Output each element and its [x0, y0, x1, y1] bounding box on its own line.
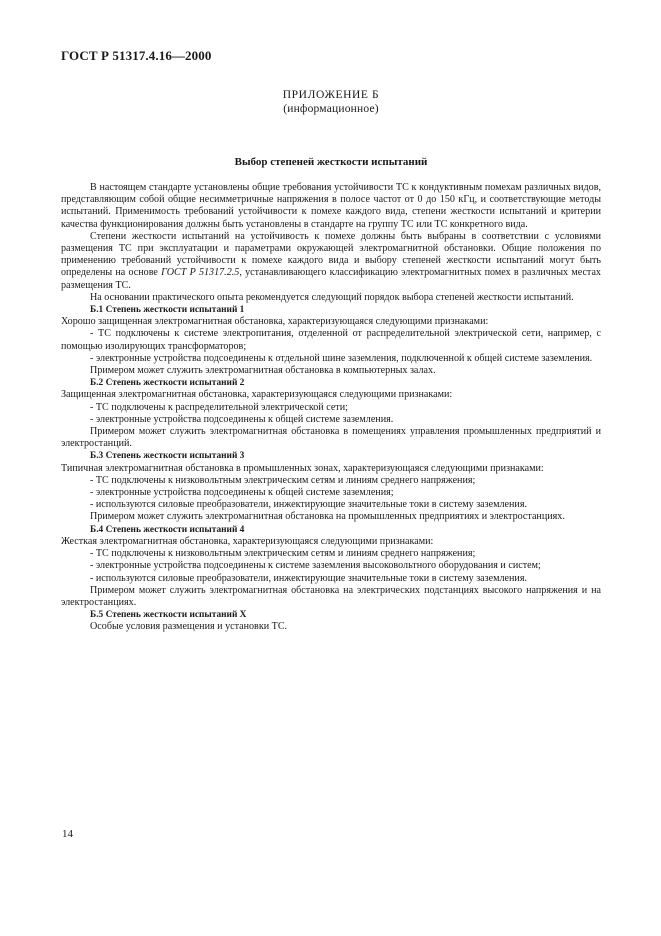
level-3-example: Примером может служить электромагнитная обстановка на промышленных предприятиях и электростанциях. [90, 511, 565, 523]
document-body [61, 182, 601, 634]
appendix-title: ПРИЛОЖЕНИЕ Б [282, 89, 380, 101]
level-2-item: - электронные устройства подсоединены к общей системе заземления. [90, 413, 394, 425]
level-2-example: Примером может служить электромагнитная обстановка в помещениях управления промышленных предприятий и электростанций. [61, 426, 601, 450]
level-1-example: Примером может служить электромагнитная обстановка в компьютерных залах. [90, 365, 436, 377]
intro-paragraph-3: На основании практического опыта рекомендуется следующий порядок выбора степеней жесткости испытаний. [90, 291, 574, 303]
appendix-subtitle: (информационное) [283, 103, 379, 115]
intro-paragraph-2-text-start: Степени жесткости испытаний на устойчивость к помехе должны быть выбраны в соответствии с условиями размещения ТС при эксплуатации и параметрами окружающей электромагнитной обстановки. Общие положения по применению требований устойчивости к помехе каждого вида и выбору степеней жесткости испытаний могут быть определены на основе [61, 230, 601, 279]
section-title: Выбор степеней жесткости испытаний [234, 156, 428, 168]
level-4-item: - ТС подключены к низковольтным электрическим сетям и линиям среднего напряжения; [90, 548, 476, 560]
level-x-heading: Б.5 Степень жесткости испытаний X [90, 610, 247, 621]
level-3-item: - ТС подключены к низковольтным электрическим сетям и линиям среднего напряжения; [90, 474, 476, 486]
level-1-item: - электронные устройства подсоединены к отдельной шине заземления, подключенной к общей системе заземления. [90, 352, 593, 364]
level-3-heading: Б.3 Степень жесткости испытаний 3 [90, 451, 245, 462]
level-1-item: - ТС подключены к системе электропитания, отделенной от распределительной электрической сети, например, с помощью изолирующих трансформаторов; [61, 328, 601, 352]
level-4-item: - электронные устройства подсоединены к системе заземления высоковольтного оборудования и систем; [90, 560, 541, 572]
level-4-heading: Б.4 Степень жесткости испытаний 4 [90, 524, 245, 535]
level-4-example: Примером может служить электромагнитная обстановка на электрических подстанциях высокого напряжения и на электростанциях. [61, 584, 601, 608]
level-3-item: - используются силовые преобразователи, инжектирующие значительные токи в систему заземления. [90, 499, 528, 511]
intro-paragraph-2-text-end: , устанавливающего классификацию электромагнитных помех в различных местах размещения ТС. [61, 267, 601, 291]
document-code: ГОСТ Р 51317.4.16—2000 [61, 48, 212, 63]
level-2-heading: Б.2 Степень жесткости испытаний 2 [90, 378, 245, 389]
level-x-description: Особые условия размещения и установки ТС. [90, 621, 288, 633]
level-3-description: Типичная электромагнитная обстановка в промышленных зонах, характеризующаяся следующими признаками: [61, 462, 544, 474]
intro-paragraph-1: В настоящем стандарте установлены общие требования устойчивости ТС к кондуктивным помехам различных видов, представляющим собой общие несимметричные напряжения в полосе частот от 0 до 150 кГц, и соответствующие методы испытаний. Применимость требований устойчивости к помехе каждого вида, степени жесткости испытаний и критерии качества функционирования должны быть установлены в стандарте на группу ТС или ТС конкретного вида. [61, 182, 601, 230]
page-number: 14 [62, 828, 73, 840]
level-2-description: Защищенная электромагнитная обстановка, характеризующаяся следующими признаками: [61, 389, 453, 401]
standard-reference: ГОСТ Р 51317.2.5 [161, 267, 240, 279]
level-2-item: - ТС подключены к распределительной электрической сети; [90, 401, 348, 413]
intro-paragraph-2 [61, 231, 601, 292]
appendix-heading [61, 88, 601, 116]
level-1-description: Хорошо защищенная электромагнитная обстановка, характеризующаяся следующими признаками: [61, 316, 489, 328]
level-4-description: Жесткая электромагнитная обстановка, характеризующаяся следующими признаками: [61, 535, 434, 547]
level-1-heading: Б.1 Степень жесткости испытаний 1 [90, 305, 245, 316]
level-4-item: - используются силовые преобразователи, инжектирующие значительные токи в систему заземления. [90, 572, 528, 584]
level-3-item: - электронные устройства подсоединены к общей системе заземления; [90, 487, 394, 499]
